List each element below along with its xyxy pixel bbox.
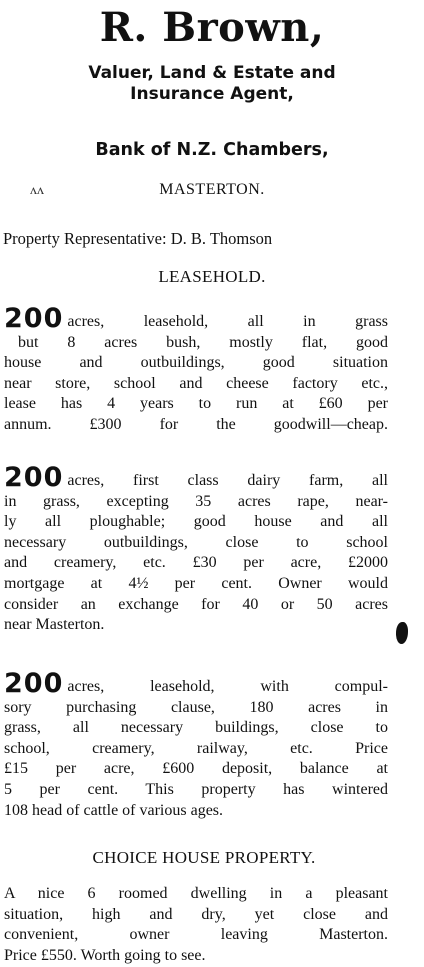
listing-line: house and outbuildings, good situation: [4, 354, 388, 372]
listing-line: 200 acres, leasehold, all in grass: [4, 303, 388, 334]
listing-line: in grass, excepting 35 acres rape, near-: [4, 492, 388, 510]
listing-line: 5 per cent. This property has wintered: [4, 780, 388, 798]
listing-line: 200 acres, first class dairy farm, all: [4, 462, 388, 493]
listing-2: [4, 462, 388, 636]
listing-line: 200 acres, leasehold, with compul-: [4, 668, 388, 699]
listing-line: necessary outbuildings, close to school: [4, 533, 388, 551]
property-representative: Property Representative: D. B. Thomson: [3, 229, 273, 248]
ink-blot: [396, 622, 408, 644]
listing-line: but 8 acres bush, mostly flat, good: [18, 333, 388, 351]
section-heading-leasehold: LEASEHOLD.: [158, 267, 266, 286]
listing-line: £15 per acre, £600 deposit, balance at: [4, 760, 388, 778]
listing-line: A nice 6 roomed dwelling in a pleasant: [4, 885, 388, 902]
town-name: MASTERTON.: [159, 181, 265, 198]
listing-3: [4, 668, 388, 821]
house-listing: [4, 884, 388, 966]
printer-mark: ʌʌ: [30, 183, 44, 198]
listing-line: near Masterton.: [4, 616, 105, 634]
listing-line: mortgage at 4½ per cent. Owner would: [4, 574, 388, 592]
section-heading-house-property: CHOICE HOUSE PROPERTY.: [92, 848, 316, 867]
listing-acreage: 200: [4, 303, 64, 334]
listing-line: sory purchasing clause, 180 acres in: [4, 698, 388, 716]
listing-line: annum. £300 for the goodwill—cheap.: [4, 415, 388, 433]
listing-line: 108 head of cattle of various ages.: [4, 801, 224, 819]
listing-line: situation, high and dry, yet close and: [4, 905, 388, 923]
agent-title-line2: Insurance Agent,: [130, 84, 294, 104]
listing-line: and creamery, etc. £30 per acre, £2000: [4, 554, 388, 572]
listing-line: lease has 4 years to run at £60 per: [4, 395, 388, 413]
listing-1: [4, 303, 388, 436]
listing-acreage: 200: [4, 668, 64, 699]
listing-line: grass, all necessary buildings, close to: [4, 719, 388, 737]
listing-line: ly all ploughable; good house and all: [4, 513, 388, 531]
listing-line: convenient, owner leaving Masterton.: [4, 926, 388, 944]
listing-line: consider an exchange for 40 or 50 acres: [4, 595, 388, 613]
listing-acreage: 200: [4, 462, 64, 493]
agent-title-line1: Valuer, Land & Estate and: [88, 63, 336, 83]
listing-line: near store, school and cheese factory etc.,: [4, 374, 388, 392]
office-address: Bank of N.Z. Chambers,: [95, 140, 329, 160]
listing-line: school, creamery, railway, etc. Price: [4, 739, 388, 757]
listing-line: Price £550. Worth going to see.: [4, 946, 206, 964]
agent-name: R. Brown,: [99, 4, 325, 51]
